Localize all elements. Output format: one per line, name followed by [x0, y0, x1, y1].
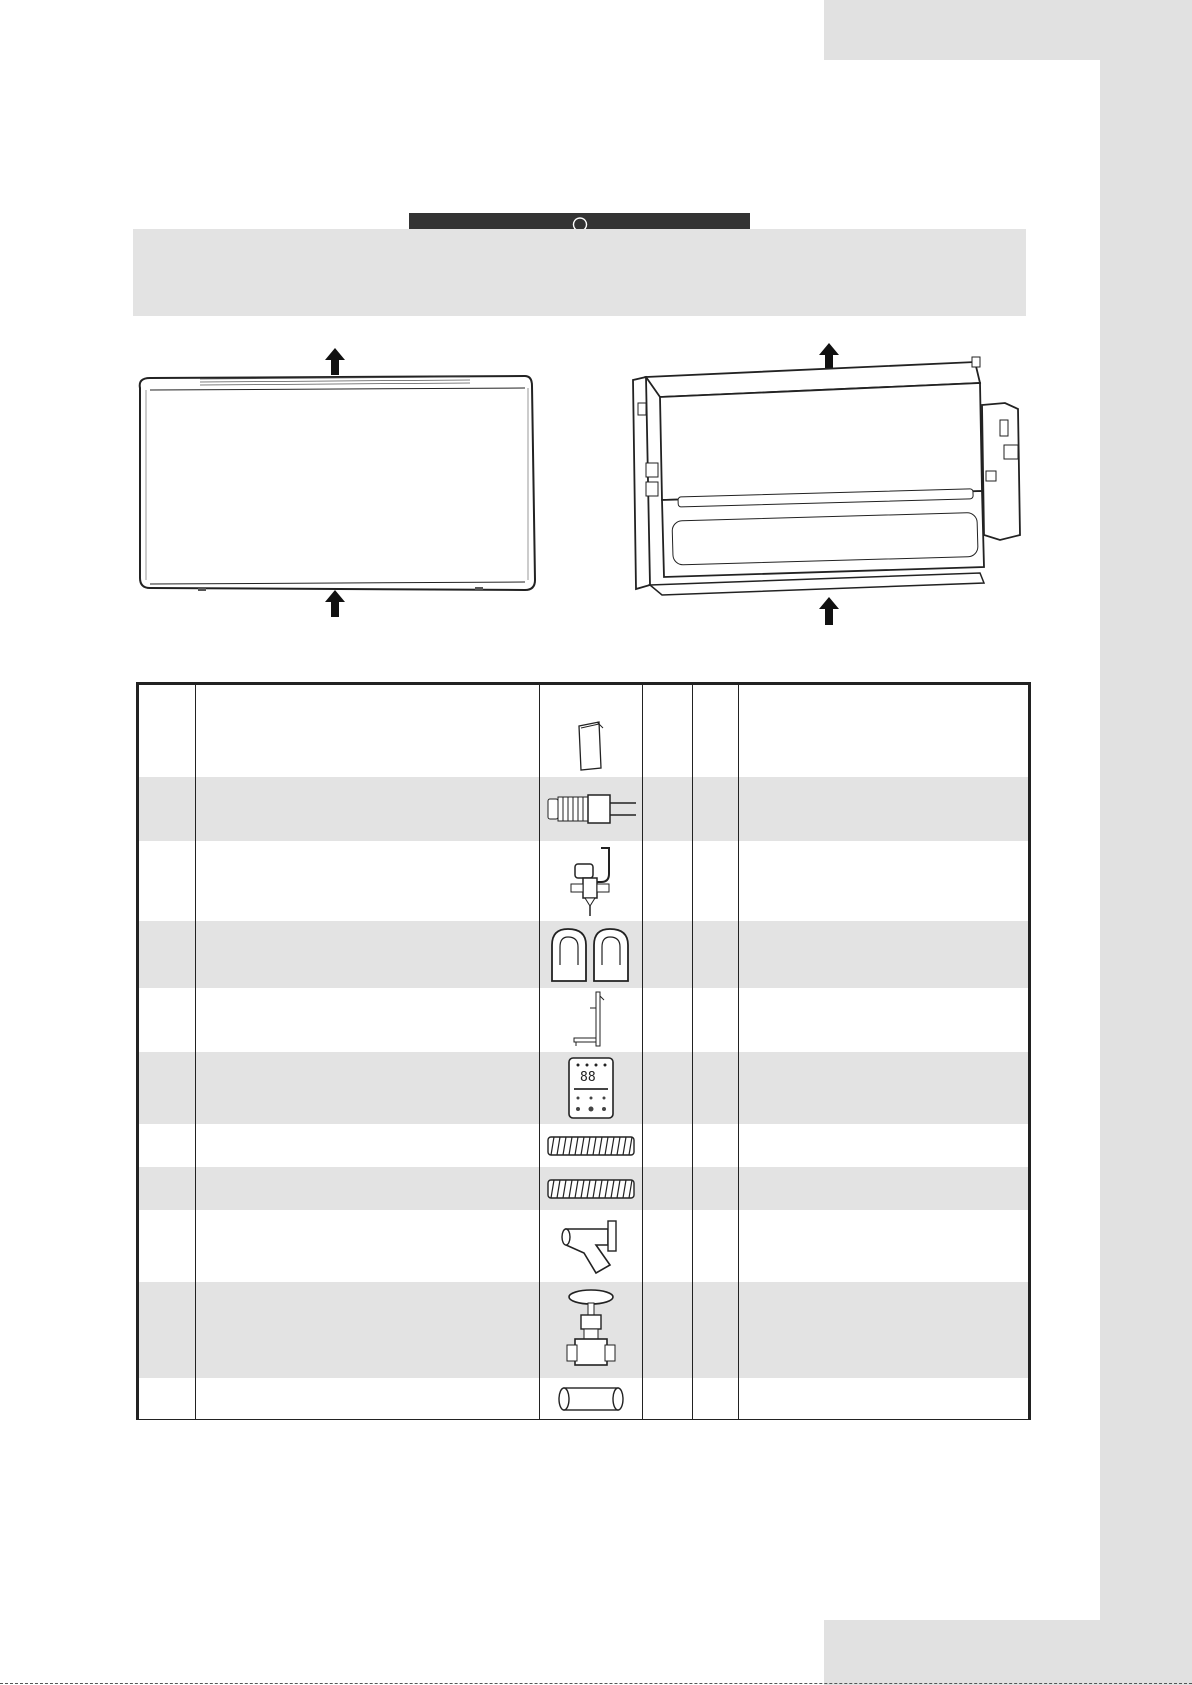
header-shape [539, 685, 642, 715]
cell-qty [642, 1210, 692, 1282]
cell-no [139, 777, 195, 841]
table-row [139, 1378, 1028, 1419]
note-box [133, 229, 1026, 316]
valve-assembly-icon [561, 844, 621, 918]
cell-remark [738, 988, 1028, 1052]
airflow-up-arrow-icon [819, 597, 839, 625]
airflow-up-arrow-icon [819, 343, 839, 370]
cell-unit [692, 1282, 738, 1378]
cell-unit [692, 921, 738, 988]
page-edge-bar [1100, 0, 1192, 1685]
cell-unit [692, 1124, 738, 1167]
cell-qty [642, 777, 692, 841]
table-row [139, 841, 1028, 921]
table-row [139, 1210, 1028, 1282]
table-row [139, 777, 1028, 841]
cell-no [139, 1052, 195, 1124]
cell-unit [692, 1378, 738, 1419]
cell-name [195, 921, 539, 988]
foam-tube-icon [556, 1385, 626, 1413]
airflow-up-arrow-icon [325, 348, 345, 375]
cell-unit [692, 1167, 738, 1210]
page-edge-tab-bottom [824, 1620, 1192, 1685]
cell-qty [642, 715, 692, 777]
gate-valve-icon [561, 1287, 621, 1373]
cell-name [195, 777, 539, 841]
cell-qty [642, 1282, 692, 1378]
cell-name [195, 1052, 539, 1124]
table-row [139, 1124, 1028, 1167]
header-remark [738, 685, 1028, 715]
cell-no [139, 1167, 195, 1210]
cell-unit [692, 988, 738, 1052]
manual-booklet-icon [571, 720, 611, 772]
table-row [139, 921, 1028, 988]
wired-controller-icon [566, 1056, 616, 1120]
table-row [139, 1282, 1028, 1378]
cell-remark [738, 1282, 1028, 1378]
cell-qty [642, 1124, 692, 1167]
drain-hose-icon [544, 789, 638, 829]
cell-no [139, 1210, 195, 1282]
cell-no [139, 1378, 195, 1419]
airflow-up-arrow-icon [325, 590, 345, 617]
concealed-unit-figure [620, 335, 1040, 630]
cell-qty [642, 1052, 692, 1124]
table-row [139, 715, 1028, 777]
cell-no [139, 921, 195, 988]
cell-remark [738, 777, 1028, 841]
cell-name [195, 1378, 539, 1419]
cell-remark [738, 1052, 1028, 1124]
cell-qty [642, 921, 692, 988]
cell-remark [738, 841, 1028, 921]
y-strainer-icon [556, 1215, 626, 1277]
console-unit-figure [130, 340, 540, 620]
cell-no [139, 1282, 195, 1378]
header-unit [692, 685, 738, 715]
table-row [139, 1052, 1028, 1124]
cell-name [195, 1210, 539, 1282]
cell-name [195, 1282, 539, 1378]
cell-unit [692, 1210, 738, 1282]
cell-remark [738, 1167, 1028, 1210]
cell-name [195, 1124, 539, 1167]
header-no [139, 685, 195, 715]
header-name [195, 685, 539, 715]
mounting-bracket-icon [566, 990, 616, 1050]
cell-unit [692, 777, 738, 841]
cell-remark [738, 1378, 1028, 1419]
svg-text:88: 88 [579, 1070, 596, 1085]
cell-qty [642, 988, 692, 1052]
table-row [139, 988, 1028, 1052]
cell-qty [642, 841, 692, 921]
cell-no [139, 988, 195, 1052]
cell-remark [738, 715, 1028, 777]
accessories-table [136, 682, 1031, 1420]
cell-name [195, 1167, 539, 1210]
cell-no [139, 841, 195, 921]
cut-line [0, 1683, 1192, 1684]
cell-name [195, 715, 539, 777]
cell-qty [642, 1378, 692, 1419]
cell-remark [738, 1124, 1028, 1167]
cell-name [195, 988, 539, 1052]
cell-name [195, 841, 539, 921]
cell-unit [692, 715, 738, 777]
insulation-caps-icon [546, 925, 636, 985]
cell-qty [642, 1167, 692, 1210]
table-header-row [139, 685, 1028, 715]
cell-no [139, 1124, 195, 1167]
cell-remark [738, 1210, 1028, 1282]
flexible-hose-icon [546, 1177, 636, 1201]
cell-no [139, 715, 195, 777]
cell-remark [738, 921, 1028, 988]
cell-unit [692, 841, 738, 921]
flexible-hose-icon [546, 1134, 636, 1158]
cell-unit [692, 1052, 738, 1124]
header-qty [642, 685, 692, 715]
table-row [139, 1167, 1028, 1210]
